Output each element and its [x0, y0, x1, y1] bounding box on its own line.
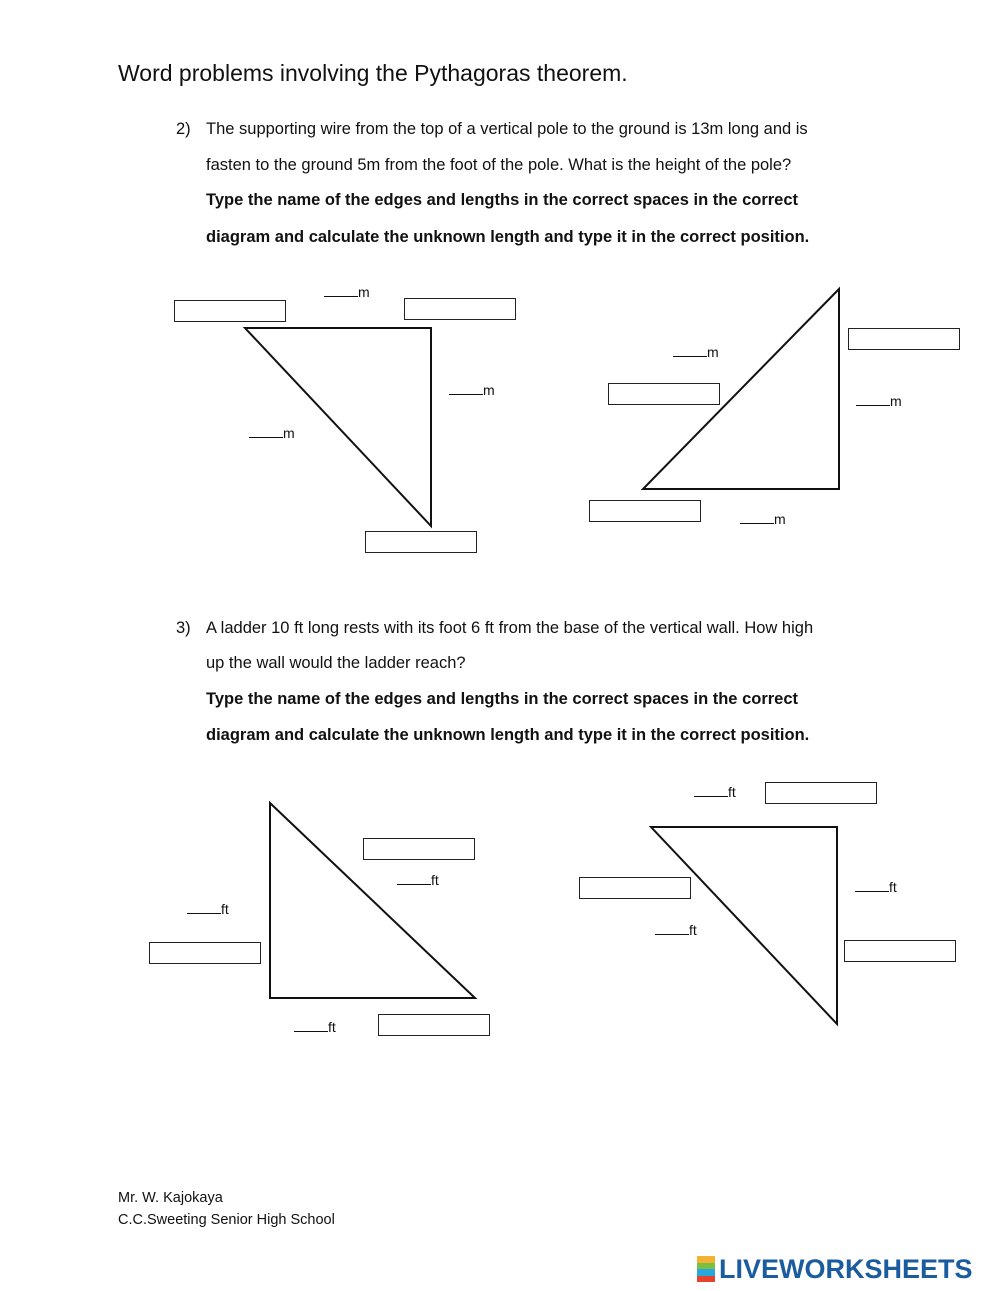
author-name: Mr. W. Kajokaya	[118, 1190, 223, 1206]
q2-line-1: The supporting wire from the top of a vertical pole to the ground is 13m long and is	[206, 120, 808, 138]
length-label: m	[856, 393, 902, 409]
q3-instruction-1: Type the name of the edges and lengths in the correct spaces in the correct	[206, 690, 799, 708]
q2-line-2: fasten to the ground 5m from the foot of the pole. What is the height of the pole?	[206, 156, 792, 174]
logo-mark-icon	[697, 1256, 715, 1282]
answer-box[interactable]	[848, 328, 960, 350]
worksheet-title: Word problems involving the Pythagoras theorem.	[118, 60, 628, 86]
length-label: m	[324, 284, 370, 300]
q3-line-2: up the wall would the ladder reach?	[206, 654, 466, 672]
answer-box[interactable]	[149, 942, 261, 964]
length-label: m	[249, 425, 295, 441]
length-label: ft	[655, 922, 697, 938]
length-label: ft	[855, 879, 897, 895]
answer-box[interactable]	[365, 531, 477, 553]
q3-number: 3)	[176, 619, 191, 637]
logo-text: LIVEWORKSHEETS	[719, 1254, 973, 1284]
answer-box[interactable]	[363, 838, 475, 860]
q3-line-1: A ladder 10 ft long rests with its foot 6 ft from the base of the vertical wall. How high	[206, 619, 814, 637]
school-name: C.C.Sweeting Senior High School	[118, 1212, 335, 1228]
answer-box[interactable]	[579, 877, 691, 899]
answer-box[interactable]	[174, 300, 286, 322]
length-label: m	[740, 511, 786, 527]
answer-box[interactable]	[765, 782, 877, 804]
answer-box[interactable]	[608, 383, 720, 405]
length-label: ft	[694, 784, 736, 800]
q2-instruction-1: Type the name of the edges and lengths in the correct spaces in the correct	[206, 191, 799, 209]
q3-instruction-2: diagram and calculate the unknown length and type it in the correct position.	[206, 726, 810, 744]
length-label: m	[449, 382, 495, 398]
answer-box[interactable]	[844, 940, 956, 962]
answer-box[interactable]	[378, 1014, 490, 1036]
q2-number: 2)	[176, 120, 191, 138]
length-label: ft	[294, 1019, 336, 1035]
length-label: ft	[187, 901, 229, 917]
liveworksheets-logo	[697, 1254, 973, 1284]
length-label: ft	[397, 872, 439, 888]
answer-box[interactable]	[589, 500, 701, 522]
q3-triangle-left	[270, 803, 475, 998]
answer-box[interactable]	[404, 298, 516, 320]
length-label: m	[673, 344, 719, 360]
q2-instruction-2: diagram and calculate the unknown length and type it in the correct position.	[206, 228, 810, 246]
